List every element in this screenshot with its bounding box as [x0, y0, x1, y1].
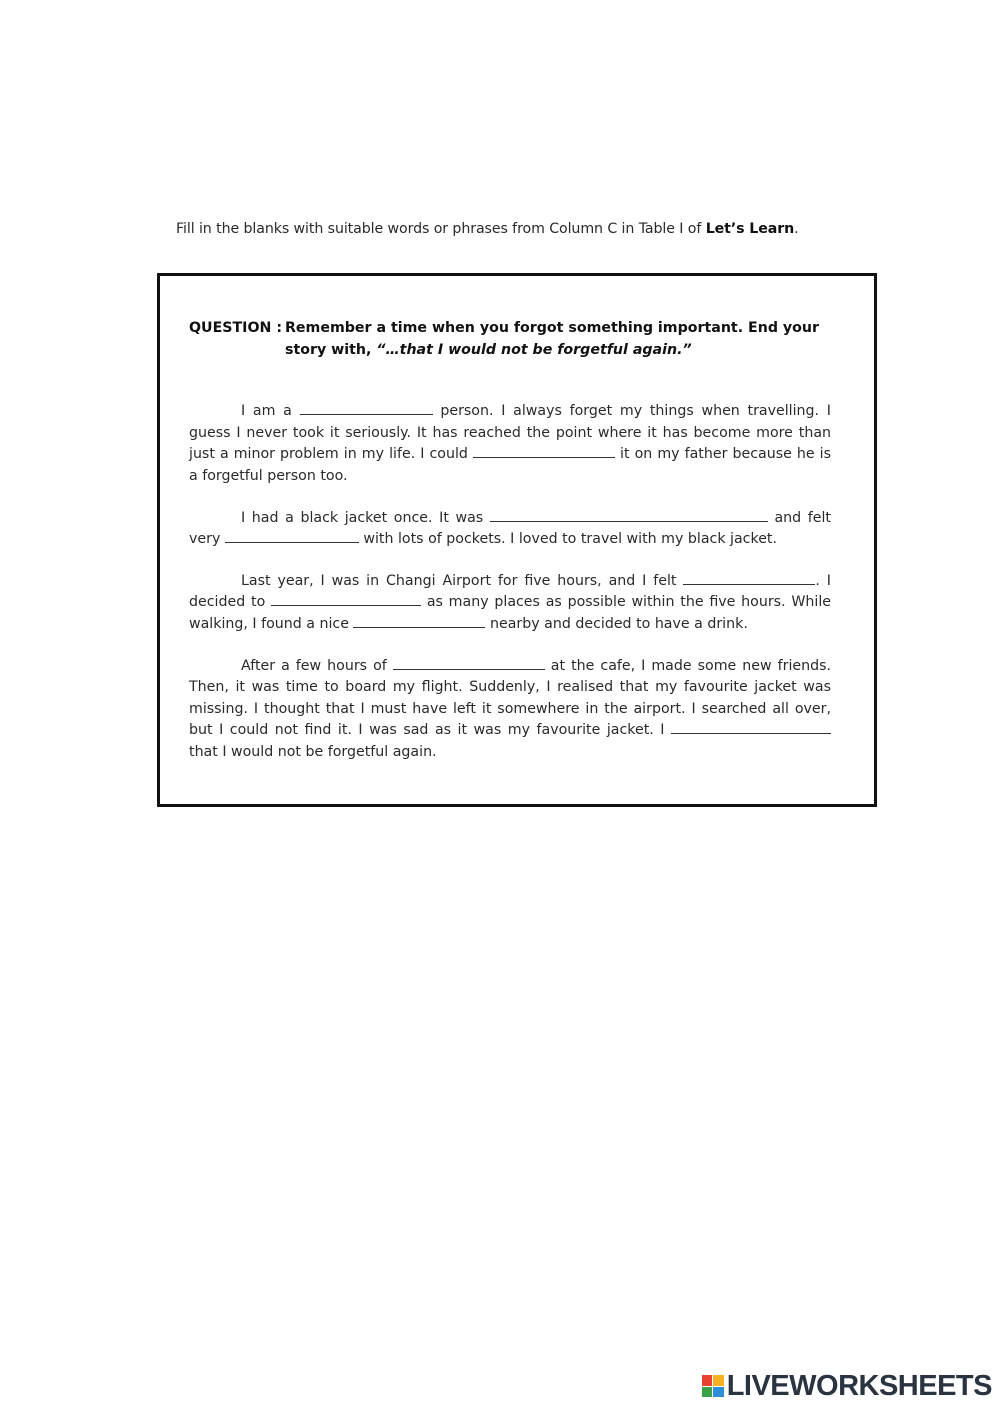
question-quote: “…that I would not be forgetful again.” [376, 341, 692, 358]
p4-text-a: After a few hours of [241, 657, 393, 674]
blank-7[interactable] [353, 615, 485, 628]
p1-text-c: it on my father because he is a forgetful person too. [189, 446, 831, 484]
question-text [285, 318, 831, 361]
logo-text: LIVEWORKSHEETS [726, 1370, 992, 1402]
liveworksheets-logo [702, 1371, 992, 1401]
p2-text-b: and felt very [189, 509, 831, 548]
logo-block-red [702, 1375, 713, 1386]
logo-block-blue [713, 1387, 724, 1398]
p4-text-b: at the cafe, I made some new friends. Then, it was time to board my flight. Suddenly, I realised that my favourite jacket was missing. I thought that I must have left it somewhere in the airport. I searched all over, but I could not find it. I was sad as it was my favourite jacket. I [189, 657, 832, 739]
logo-block-yellow [713, 1375, 724, 1386]
exercise-content [189, 318, 831, 764]
p3-text-a: Last year, I was in Changi Airport for five hours, and I felt [241, 572, 684, 589]
question-label: QUESTION : [189, 320, 282, 336]
blank-8[interactable] [393, 657, 545, 670]
p4-text-c: that I would not be forgetful again. [189, 743, 437, 760]
question-block [189, 318, 831, 361]
story-paragraph-3 [189, 571, 831, 636]
blank-5[interactable] [683, 572, 815, 585]
p3-text-d: nearby and decided to have a drink. [485, 615, 748, 632]
blank-2[interactable] [473, 445, 615, 458]
question-body: Remember a time when you forgot something important. End your story with, [285, 320, 820, 358]
p2-text-c: with lots of pockets. I loved to travel with my black jacket. [358, 531, 777, 548]
blank-3[interactable] [490, 509, 768, 522]
exercise-box [157, 273, 877, 807]
instruction-text [176, 221, 896, 237]
p3-text-b: . I decided to [189, 572, 831, 611]
blank-1[interactable] [300, 402, 433, 415]
story-paragraph-2 [189, 508, 831, 551]
instruction-main: Fill in the blanks with suitable words or phrases from Column C in Table I of [176, 221, 706, 237]
p2-text-a: I had a black jacket once. It was [241, 509, 490, 526]
blank-6[interactable] [271, 593, 421, 606]
blank-9[interactable] [671, 721, 831, 734]
instruction-bold: Let’s Learn [705, 221, 795, 237]
logo-block-green [702, 1387, 713, 1398]
story-paragraph-1 [189, 401, 831, 487]
p1-text-a: I am a [241, 403, 300, 420]
logo-blocks-icon [702, 1375, 724, 1397]
blank-4[interactable] [225, 530, 359, 543]
p1-text-b: person. I always forget my things when travelling. I guess I never took it seriously. It has reached the point where it has become more than just a minor problem in my life. I could [189, 403, 831, 463]
p3-text-c: as many places as possible within the five hours. While walking, I found a nice [189, 594, 831, 632]
story-paragraph-4 [189, 656, 831, 764]
instruction-end: . [794, 221, 799, 237]
